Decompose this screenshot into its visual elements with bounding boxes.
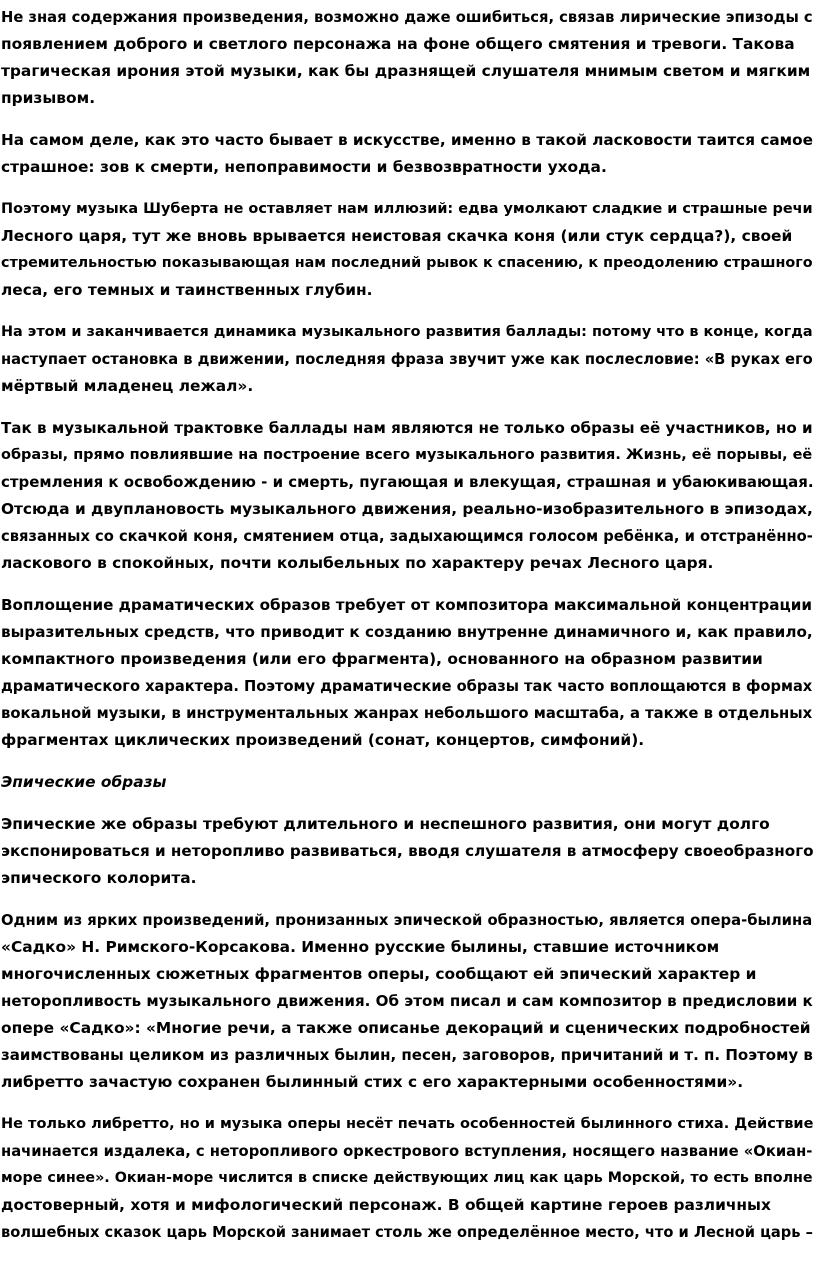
- text-line: стремления к освобождению - и смерть, пугающая и влекущая, страшная и убаюкивающая.: [1, 473, 814, 491]
- text-line: связанных со скачкой коня, смятением отца, задыхающимся голосом ребёнка, и отстранённо-: [1, 528, 813, 545]
- paragraph-spacer: [1, 400, 816, 415]
- text-line: Поэтому музыка Шуберта не оставляет нам иллюзий: едва умолкают сладкие и страшные речи: [1, 201, 813, 217]
- paragraph-spacer: [1, 796, 816, 811]
- text-line: компактного произведения (или его фрагмента), основанного на образном развитии: [1, 650, 763, 668]
- text-line: Не зная содержания произведения, возможно даже ошибиться, связав лирические эпизоды с: [1, 9, 813, 26]
- text-line: образы, прямо повлиявшие на построение всего музыкального развития. Жизнь, её порывы, её: [1, 447, 813, 463]
- text-line: призывом.: [1, 89, 96, 107]
- body-paragraph: [1, 415, 816, 577]
- text-line: наступает остановка в движении, последняя фраза звучит уже как послесловие: «В руках его: [1, 351, 813, 368]
- paragraph-spacer: [1, 181, 816, 196]
- paragraph-spacer: [1, 304, 816, 319]
- text-line: начинается издалека, с неторопливого оркестрового вступления, носящего название «Окиан-: [1, 1143, 813, 1160]
- body-paragraph: [1, 196, 816, 304]
- text-line: стремительностью показывающая нам последний рывок к спасению, к преодолению страшного: [1, 255, 813, 271]
- text-line: На этом и заканчивается динамика музыкального развития баллады: потому что в конце, когда: [1, 324, 813, 340]
- text-line: Отсюда и двуплановость музыкального движения, реально-изобразительного в эпизодах,: [1, 500, 813, 518]
- paragraph-spacer: [1, 892, 816, 907]
- body-paragraph: [1, 4, 816, 112]
- text-line: неторопливость музыкального движения. Об этом писал и сам композитор в предисловии к: [1, 992, 813, 1010]
- text-line: достоверный, хотя и мифологический персонаж. В общей картине героев различных: [1, 1196, 771, 1214]
- section-heading: [1, 769, 816, 796]
- text-line: страшное: зов к смерти, непоправимости и безвозвратности ухода.: [1, 158, 607, 176]
- text-line: драматического характера. Поэтому драматические образы так часто воплощаются в формах: [1, 678, 813, 695]
- text-line: На самом деле, как это часто бывает в искусстве, именно в такой ласковости таится самое: [1, 131, 813, 149]
- text-line: Лесного царя, тут же вновь врывается неистовая скачка коня (или стук сердца?), своей: [1, 227, 793, 245]
- text-line: море синее». Окиан-море числится в списке действующих лиц как царь Морской, то есть вполне: [1, 1170, 813, 1186]
- text-line: Не только либретто, но и музыка оперы несёт печать особенностей былинного стиха. Действие: [1, 1116, 814, 1132]
- text-line: вокальной музыки, в инструментальных жанрах небольшого масштаба, а также в отдельных: [1, 705, 813, 722]
- text-line: заимствованы целиком из различных былин, песен, заговоров, причитаний и т. п. Поэтому в: [1, 1046, 813, 1064]
- text-line: выразительных средств, что приводит к созданию внутренне динамичного и, как правило,: [1, 623, 813, 641]
- text-line: появлением доброго и светлого персонажа на фоне общего смятения и тревоги. Такова: [1, 35, 795, 53]
- body-paragraph: [1, 811, 816, 892]
- text-line: трагическая ирония этой музыки, как бы дразнящей слушателя мнимым светом и мягким: [1, 62, 811, 80]
- paragraph-spacer: [1, 577, 816, 592]
- text-line: опере «Садко»: «Многие речи, а также описанье декораций и сценических подробностей: [1, 1019, 811, 1037]
- text-line: либретто зачастую сохранен былинный стих с его характерными особенностями».: [1, 1073, 744, 1091]
- text-line: леса, его темных и таинственных глубин.: [1, 281, 373, 299]
- text-line: Так в музыкальной трактовке баллады нам являются не только образы её участников, но и: [1, 419, 813, 437]
- text-line: ласкового в спокойных, почти колыбельных по характеру речах Лесного царя.: [1, 554, 714, 572]
- body-paragraph: [1, 907, 816, 1096]
- text-line: Воплощение драматических образов требует от композитора максимальной концентрации: [1, 596, 812, 614]
- text-line: Эпические образы: [1, 773, 167, 791]
- text-line: Эпические же образы требуют длительного и неспешного развития, они могут долго: [1, 815, 770, 833]
- text-line: мёртвый младенец лежал».: [1, 377, 254, 395]
- paragraph-spacer: [1, 1096, 816, 1111]
- body-paragraph: [1, 127, 816, 181]
- paragraph-spacer: [1, 112, 816, 127]
- text-line: экспонироваться и неторопливо развиваться, вводя слушателя в атмосферу своеобразного: [1, 842, 814, 860]
- text-line: эпического колорита.: [1, 869, 197, 887]
- text-line: многочисленных сюжетных фрагментов оперы, сообщают ей эпический характер и: [1, 965, 757, 983]
- text-line: фрагментах циклических произведений (сонат, концертов, симфоний).: [1, 731, 645, 749]
- text-line: Одним из ярких произведений, пронизанных эпической образностью, является опера-былина: [1, 912, 813, 929]
- text-line: волшебных сказок царь Морской занимает столь же определённое место, что и Лесной царь –: [1, 1224, 813, 1241]
- text-line: «Садко» Н. Римского-Корсакова. Именно русские былины, ставшие источником: [1, 938, 720, 956]
- body-paragraph: [1, 1111, 816, 1246]
- body-paragraph: [1, 592, 816, 754]
- body-paragraph: [1, 319, 816, 400]
- paragraph-spacer: [1, 754, 816, 769]
